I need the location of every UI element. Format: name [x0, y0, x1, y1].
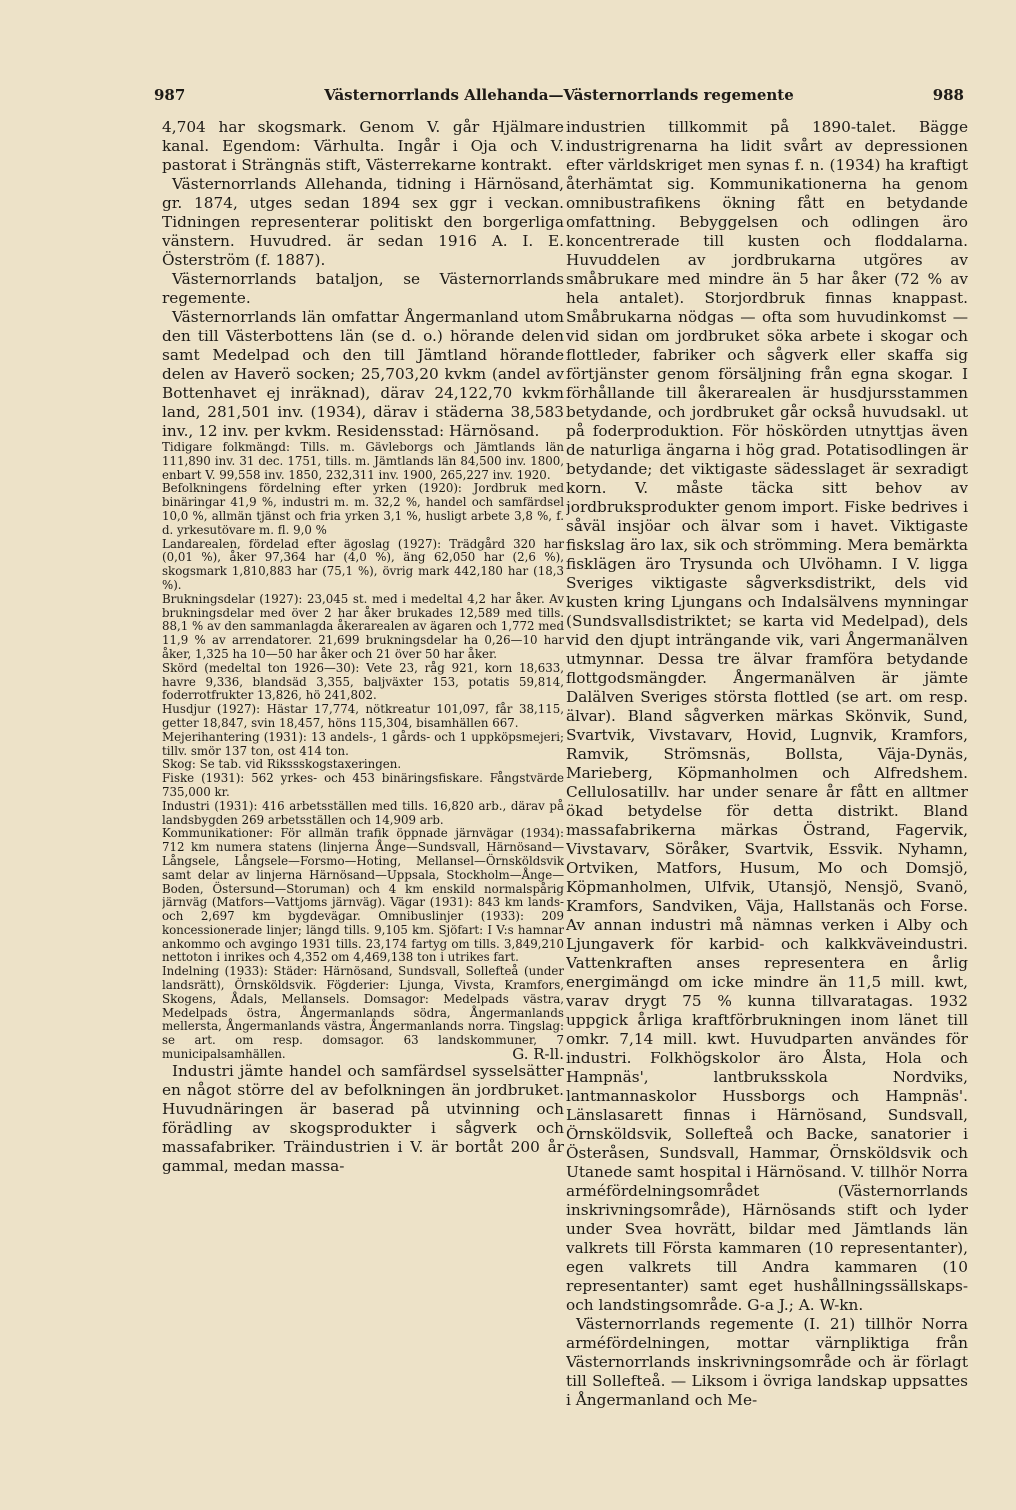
stat-folkmangd: Tidigare folkmängd: Tills. m. Gävleborgs och Jämtlands län 111,890 inv. 31 dec. 1751, tills. m. Jämtlands län 84,500 inv. 1800, enbart V. 99,558 inv. 1850, 232,311 inv. 1900, 265,227 inv. 1920.	[162, 440, 564, 482]
right-column	[566, 118, 968, 1410]
stat-skord: Skörd (medeltal ton 1926—30): Vete 23, råg 921, korn 18,633, havre 9,336, blandsäd 3,355, baljväxter 153, potatis 59,814, foderrotfrukter 13,826, hö 241,802.	[162, 660, 564, 703]
stat-husdjur: Husdjur (1927): Hästar 17,774, nötkreatur 101,097, får 38,115, getter 18,847, svin 18,457, höns 115,304, bisamhällen 667.	[162, 702, 564, 730]
running-title: Västernorrlands Allehanda—Västernorrlands regemente	[324, 86, 794, 104]
stat-mejeri: Mejerihantering (1931): 13 andels-, 1 gårds- och 1 uppköpsmejeri; tillv. smör 137 ton, ost 414 ton.	[162, 729, 564, 758]
stat-indelning	[162, 965, 564, 1062]
stat-landarealen: Landarealen, fördelad efter ägoslag (1927): Trädgård 320 har (0,01 %), åker 97,364 har (4,0 %), äng 62,050 har (2,6 %), skogsmark 1,810,883 har (75,1 %), övrig mark 442,180 har (18,3 %).	[162, 536, 564, 592]
running-header	[154, 86, 964, 110]
page-number-right: 988	[932, 86, 964, 104]
entry-lan: Västernorrlands län omfattar Ångermanland utom den till Västerbottens län (se d. o.) hörande delen samt Medelpad och den till Jämtland hörande delen av Haverö socken; 25,703,20 kvkm (andel av Bottenhavet ej inräknad), därav 24,122,70 kvkm land, 281,501 inv. (1934), därav i städerna 38,583 inv., 12 inv. per kvkm. Residensstad: Härnösand.	[162, 308, 564, 440]
stat-yrken: Befolkningens fördelning efter yrken (1920): Jordbruk med binäringar 41,9 %, industri m. m. 32,2 %, handel och samfärdsel 10,0 %, allmän tjänst och fria yrken 3,1 %, husligt arbete 3,8 %, f. d. yrkesutövare m. fl. 9,0 %	[162, 481, 564, 537]
page-number-left: 987	[154, 86, 186, 104]
entry-allehanda: Västernorrlands Allehanda, tidning i Härnösand, gr. 1874, utges sedan 1894 sex ggr i veckan. Tidningen representerar politiskt den borgerliga vänstern. Huvudred. är sedan 1916 A. I. E. Österström (f. 1887).	[162, 175, 564, 269]
left-column	[162, 118, 564, 1176]
entry-bataljon: Västernorrlands bataljon, se Västernorrlands regemente.	[162, 270, 564, 307]
stat-brukningsdelar: Brukningsdelar (1927): 23,045 st. med i medeltal 4,2 har åker. Av brukningsdelar med över 2 har åker brukades 12,589 med tills. 88,1 % av den sammanlagda åkerarealen av ägaren och 1,772 med 11,9 % av arrendatorer. 21,699 brukningsdelar ha 0,26—10 har åker, 1,325 ha 10—50 har åker och 21 över 50 har åker.	[162, 591, 564, 661]
entry-regemente: Västernorrlands regemente (I. 21) tillhör Norra arméfördelningen, mottar värnpliktiga från Västernorrlands inskrivningsområde och är förlagt till Sollefteå. — Liksom i övriga landskap uppsattes i Ångermanland och Me-	[566, 1315, 968, 1409]
author-signature: G. R-ll.	[512, 1045, 564, 1064]
stat-fiske: Fiske (1931): 562 yrkes- och 453 binäringsfiskare. Fångstvärde 735,000 kr.	[162, 771, 564, 799]
paragraph-industri: Industri jämte handel och samfärdsel sysselsätter en något större del av befolkningen än jordbruket. Huvudnäringen är baserad på utvinning och förädling av skogsprodukter i sågverk och massafabriker. Träindustrien i V. är bortåt 200 år gammal, medan massa-	[162, 1061, 564, 1175]
stat-skog: Skog: Se tab. vid Rikssskogstaxeringen.	[162, 757, 402, 772]
paragraph-hjalmare: 4,704 har skogsmark. Genom V. går Hjälmare kanal. Egendom: Värhulta. Ingår i Oja och V. pastorat i Strängnäs stift, Västerrekarne kontrakt.	[162, 118, 564, 174]
stat-kommunikationer: Kommunikationer: För allmän trafik öppnade järnvägar (1934): 712 km numera statens (linjerna Ånge—Sundsvall, Härnösand—Långsele, Långsele—Forsmo—Hoting, Mellansel—Örnsköldsvik samt delar av linjerna Härnösand—Uppsala, Stockholm—Ånge—Boden, Östersund—Storuman) och 4 km enskild normalspårig järnväg (Matfors—Vattjoms järnväg). Vägar (1931): 843 km lands- och 2,697 km bygdevägar. Omnibuslinjer (1933): 209 koncessionerade linjer; längd tills. 9,105 km. Sjöfart: I V:s hamnar ankommo och avgingo 1931 tills. 23,174 fartyg om tills. 3,849,210 nettoton i inrikes och 4,352 om 4,469,138 ton i utrikes fart.	[162, 826, 564, 965]
paragraph-lan-continued: industrien tillkommit på 1890-talet. Bägge industrigrenarna ha lidit svårt av depressionen efter världskriget men synas f. n. (1934) ha kraftigt återhämtat sig. Kommunikationerna ha genom omnibustrafikens ökning fått en betydande omfattning. Bebyggelsen och odlingen äro koncentrerade till kusten och floddalarna. Huvuddelen av jordbrukarna utgöres av småbrukare med mindre än 5 har åker (72 % av hela antalet). Storjordbruk finnas knappast. Småbrukarna nödgas — ofta som huvudinkomst — vid sidan om jordbruket söka arbete i skogar och flottleder, fabriker och sågverk eller skaffa sig förtjänster genom försäljning från egna skogar. I förhållande till åkerarealen är husdjursstammen betydande, och jordbruket går också huvudsakl. ut på foderproduktion. För höskörden utnyttjas även de naturliga ängarna i hög grad. Potatisodlingen är betydande; det viktigaste sädesslaget är sexradigt korn. V. måste täcka sitt behov av jordbruksprodukter genom import. Fiske bedrives i såväl insjöar och älvar som i havet. Viktigaste fiskslag äro lax, sik och strömming. Mera bemärkta fisklägen äro Trysunda och Ulvöhamn. I V. ligga Sveriges viktigaste sågverksdistrikt, dels vid kusten kring Ljungans och Indalsälvens mynningar (Sundsvallsdistriktet; se karta vid Medelpad), dels vid den djupt inträngande vik, vari Ångermanälven utmynnar. Dessa tre älvar framföra betydande flottgodsmängder. Ångermanälven är jämte Dalälven Sveriges största flottled (se art. om resp. älvar). Bland sågverken märkas Skönvik, Sund, Svartvik, Vivstavarv, Hovid, Lugnvik, Kramfors, Ramvik, Strömsnäs, Bollsta, Väja-Dynäs, Marieberg, Köpmanholmen och Alfredshem. Cellulosatillv. har under senare år fått en alltmer ökad betydelse för detta distrikt. Bland massafabrikerna märkas Östrand, Fagervik, Vivstavarv, Söråker, Svartvik, Essvik. Nyhamn, Ortviken, Matfors, Husum, Mo och Domsjö, Köpmanholmen, Ulfvik, Utansjö, Nensjö, Svanö, Kramfors, Sandviken, Väja, Hallstanäs och Forse. Av annan industri må nämnas verken i Alby och Ljungaverk för karbid- och kalkkväveindustri. Vattenkraften anses representera en årlig energimängd om icke mindre än 11,5 mill. kwt, varav drygt 75 % kunna tillvaratagas. 1932 uppgick årliga kraftförbrukningen inom länet till omkr. 7,14 mill. kwt. Huvudparten användes för industri. Folkhögskolor äro Ålsta, Hola och Hampnäs', lantbruksskola Nordviks, lantmannaskolor Hussborgs och Hampnäs'. Länslasarett finnas i Härnösand, Sundsvall, Örnsköldsvik, Sollefteå och Backe, sanatorier i Österåsen, Sundsvall, Hammar, Örnsköldsvik och Utanede samt hospital i Härnösand. V. tillhör Norra arméfördelningsområdet (Västernorrlands inskrivningsområde), Härnösands stift och lyder under Svea hovrätt, bildar med Jämtlands län valkrets till Första kammaren (10 representanter), egen valkrets till Andra kammaren (10 representanter) samt eget hushållningssällskaps- och landstingsområde. G-a J.; A. W-kn.	[566, 118, 968, 1314]
stat-indelning-text: Indelning (1933): Städer: Härnösand, Sundsvall, Sollefteå (under landsrätt), Örnsköldsvik. Fögderier: Ljunga, Vivsta, Kramfors, Skogens, Ådals, Mellansels. Domsagor: Medelpads västra, Medelpads östra, Ångermanlands södra, Ångermanlands mellersta, Ångermanlands västra, Ångermanlands norra. Tingslag: se art. om resp. domsagor. 63 landskommuner, 7 municipalsamhällen.	[162, 964, 564, 1062]
stat-industri: Industri (1931): 416 arbetsställen med tills. 16,820 arb., därav på landsbygden 269 arbetsställen och 14,909 arb.	[162, 798, 564, 827]
